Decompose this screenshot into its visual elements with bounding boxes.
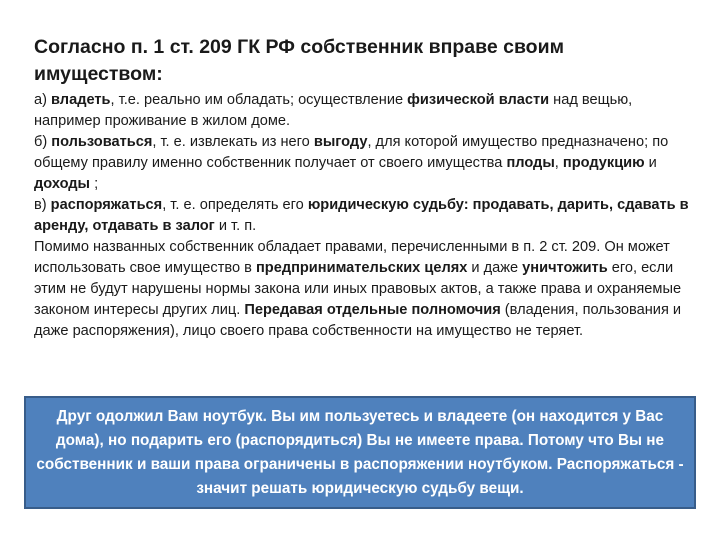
main-text-block	[34, 34, 690, 342]
body-text: , т. е. извлекать из него	[152, 134, 314, 150]
body-text: его, если этим не будут нарушены нормы закона или иных правовых актов, а также права и охраняемые законом интересы других лиц.	[34, 260, 682, 318]
body-text: (владения, пользования и даже распоряжения), лицо своего права собственности на имущество не теряет.	[34, 302, 682, 339]
body-text: , т. е. определять его	[162, 197, 308, 213]
emphasis-text: пользоваться	[51, 134, 153, 150]
emphasis-text: юридическую судьбу: продавать, дарить, сдавать в аренду, отдавать в залог	[34, 197, 689, 234]
body-text: и даже	[467, 260, 523, 276]
body-text: и т. п.	[214, 218, 257, 234]
emphasis-text: доходы	[34, 176, 91, 192]
body-text: над вещью, например проживание в жилом доме.	[34, 92, 633, 129]
emphasis-text: плоды	[506, 155, 555, 171]
example-callout-box	[24, 396, 696, 509]
body-text: б)	[34, 134, 52, 150]
emphasis-text: Передавая отдельные полномочия	[244, 302, 501, 318]
body-text: а)	[34, 92, 52, 108]
body-text: , для которой имущество предназначено; по общему правилу именно собственник получает от своего имущества	[34, 134, 669, 171]
callout-text: Друг одолжил Вам ноутбук. Вы им пользуетесь и владеете (он находится у Вас дома), но подарить его (распорядиться) Вы не имеете права. Потому что Вы не собственник и ваши права ограничены в распоряжении ноутбуком. Распоряжаться - значит решать юридическую судьбу вещи.	[36, 407, 684, 497]
emphasis-text: продукцию	[562, 155, 645, 171]
paragraph-list	[34, 90, 690, 342]
emphasis-text: выгоду	[313, 134, 368, 150]
emphasis-text: распоряжаться	[50, 197, 163, 213]
paragraph-c	[34, 195, 690, 237]
slide-heading: Согласно п. 1 ст. 209 ГК РФ собственник вправе своим имуществом:	[34, 36, 564, 85]
emphasis-text: предпринимательских целях	[255, 260, 468, 276]
body-text: в)	[34, 197, 51, 213]
paragraph-a	[34, 90, 690, 132]
paragraph-b	[34, 132, 690, 195]
body-text: , т.е. реально им обладать; осуществление	[110, 92, 408, 108]
emphasis-text: уничтожить	[522, 260, 608, 276]
body-text: и	[644, 155, 657, 171]
body-text: ,	[554, 155, 563, 171]
body-text: Помимо названных собственник обладает правами, перечисленными в п. 2 ст. 209. Он может использовать свое имущество в	[34, 239, 670, 276]
emphasis-text: владеть	[51, 92, 111, 108]
body-text: ;	[90, 176, 99, 192]
paragraph-rest	[34, 237, 690, 342]
emphasis-text: физической власти	[407, 92, 550, 108]
